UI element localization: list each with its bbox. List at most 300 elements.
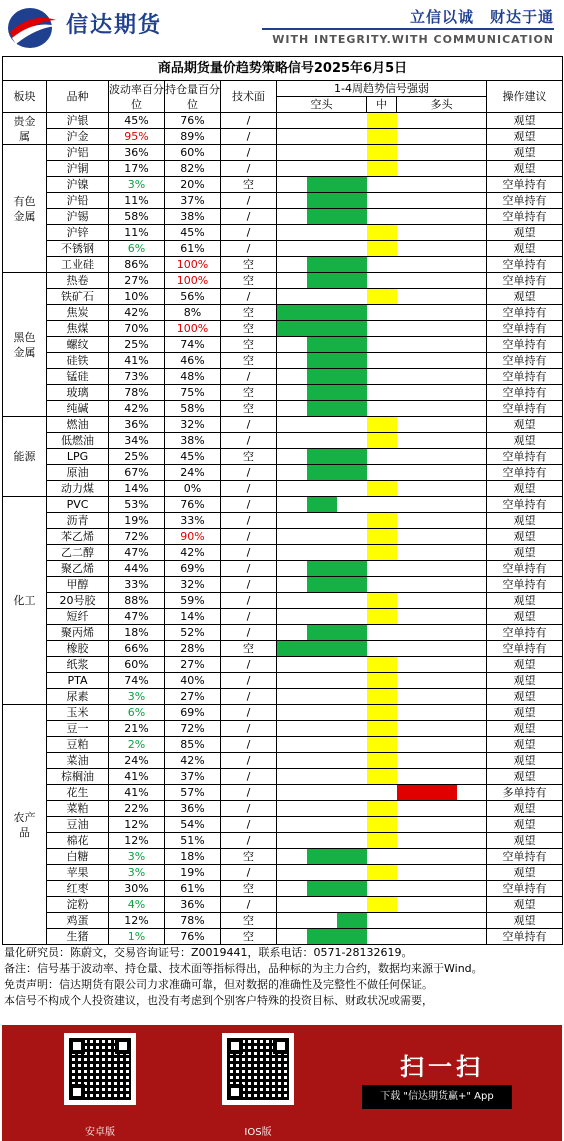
table-row <box>3 289 563 305</box>
signal-cell <box>277 113 307 129</box>
volatility-cell: 60% <box>109 657 165 673</box>
signal-cell <box>427 225 457 241</box>
signal-cell <box>457 785 487 801</box>
signal-cell <box>427 561 457 577</box>
signal-cell <box>337 145 367 161</box>
table-row <box>3 369 563 385</box>
signal-cell <box>337 897 367 913</box>
signal-cell <box>277 753 307 769</box>
signal-cell <box>277 625 307 641</box>
signal-cell <box>367 305 397 321</box>
signal-cell <box>277 369 307 385</box>
android-qr-code[interactable] <box>64 1033 136 1105</box>
signal-cell <box>397 209 427 225</box>
open-interest-cell: 0% <box>165 481 221 497</box>
volatility-cell: 41% <box>109 353 165 369</box>
signal-cell <box>427 705 457 721</box>
advice-cell: 观望 <box>487 129 563 145</box>
technical-cell: 空 <box>221 321 277 337</box>
advice-cell: 观望 <box>487 753 563 769</box>
technical-cell: / <box>221 417 277 433</box>
signal-cell <box>427 881 457 897</box>
technical-cell: / <box>221 753 277 769</box>
open-interest-cell: 85% <box>165 737 221 753</box>
table-row <box>3 737 563 753</box>
technical-cell: / <box>221 113 277 129</box>
table-row <box>3 913 563 929</box>
signal-cell <box>397 481 427 497</box>
signal-cell <box>427 449 457 465</box>
signal-cell <box>337 289 367 305</box>
volatility-cell: 74% <box>109 673 165 689</box>
signal-cell <box>277 321 307 337</box>
signal-cell <box>367 721 397 737</box>
advice-cell: 观望 <box>487 513 563 529</box>
signal-cell <box>367 705 397 721</box>
signal-cell <box>277 641 307 657</box>
technical-cell: / <box>221 801 277 817</box>
signal-cell <box>457 593 487 609</box>
signal-cell <box>457 481 487 497</box>
signal-cell <box>277 497 307 513</box>
table-row <box>3 433 563 449</box>
volatility-cell: 3% <box>109 177 165 193</box>
volatility-cell: 70% <box>109 321 165 337</box>
signal-cell <box>337 609 367 625</box>
signal-cell <box>427 529 457 545</box>
signal-cell <box>367 369 397 385</box>
signal-cell <box>277 257 307 273</box>
volatility-cell: 12% <box>109 817 165 833</box>
signal-cell <box>337 433 367 449</box>
advice-cell: 观望 <box>487 609 563 625</box>
table-row <box>3 673 563 689</box>
advice-cell: 空单持有 <box>487 577 563 593</box>
signal-cell <box>337 785 367 801</box>
open-interest-cell: 42% <box>165 545 221 561</box>
open-interest-cell: 40% <box>165 673 221 689</box>
signal-cell <box>367 113 397 129</box>
volatility-cell: 3% <box>109 689 165 705</box>
signal-cell <box>277 785 307 801</box>
volatility-cell: 24% <box>109 753 165 769</box>
signal-cell <box>427 369 457 385</box>
signal-cell <box>367 433 397 449</box>
signal-cell <box>337 497 367 513</box>
signal-cell <box>337 337 367 353</box>
technical-cell: / <box>221 513 277 529</box>
signal-cell <box>337 753 367 769</box>
signal-cell <box>427 833 457 849</box>
technical-cell: / <box>221 481 277 497</box>
advice-cell: 观望 <box>487 161 563 177</box>
open-interest-cell: 18% <box>165 849 221 865</box>
variety-cell: 花生 <box>47 785 109 801</box>
technical-cell: 空 <box>221 929 277 945</box>
advice-cell: 空单持有 <box>487 497 563 513</box>
open-interest-cell: 74% <box>165 337 221 353</box>
signal-cell <box>277 865 307 881</box>
volatility-cell: 12% <box>109 913 165 929</box>
signal-cell <box>337 369 367 385</box>
signal-cell <box>307 193 337 209</box>
variety-cell: 红枣 <box>47 881 109 897</box>
open-interest-cell: 32% <box>165 417 221 433</box>
signal-cell <box>427 465 457 481</box>
variety-cell: 沪金 <box>47 129 109 145</box>
signal-cell <box>427 865 457 881</box>
signal-cell <box>277 241 307 257</box>
signal-cell <box>397 145 427 161</box>
signal-cell <box>457 705 487 721</box>
signal-cell <box>367 417 397 433</box>
signal-cell <box>337 129 367 145</box>
signal-cell <box>277 449 307 465</box>
signal-cell <box>397 417 427 433</box>
download-app-button[interactable]: 下载 "信达期货赢+" App <box>362 1085 512 1109</box>
table-row <box>3 337 563 353</box>
signal-cell <box>277 289 307 305</box>
signal-cell <box>427 929 457 945</box>
signal-cell <box>277 737 307 753</box>
signal-cell <box>307 433 337 449</box>
signal-cell <box>367 561 397 577</box>
signal-cell <box>277 817 307 833</box>
advice-cell: 观望 <box>487 529 563 545</box>
technical-cell: / <box>221 865 277 881</box>
technical-cell: / <box>221 433 277 449</box>
signal-cell <box>367 769 397 785</box>
signal-cell <box>337 481 367 497</box>
signal-cell <box>457 865 487 881</box>
technical-cell: / <box>221 593 277 609</box>
signal-cell <box>337 737 367 753</box>
signal-cell <box>397 289 427 305</box>
signal-cell <box>457 129 487 145</box>
signal-cell <box>367 225 397 241</box>
signal-cell <box>307 833 337 849</box>
signal-cell <box>277 273 307 289</box>
table-row <box>3 417 563 433</box>
header-signal: 1-4周趋势信号强弱 <box>277 81 487 97</box>
signal-cell <box>337 385 367 401</box>
variety-cell: 焦煤 <box>47 321 109 337</box>
variety-cell: 短纤 <box>47 609 109 625</box>
advice-cell: 多单持有 <box>487 785 563 801</box>
signal-cell <box>457 577 487 593</box>
signal-cell <box>337 401 367 417</box>
signal-cell <box>457 417 487 433</box>
signal-cell <box>367 241 397 257</box>
volatility-cell: 6% <box>109 705 165 721</box>
signal-cell <box>307 305 337 321</box>
signal-cell <box>337 161 367 177</box>
technical-cell: / <box>221 193 277 209</box>
signal-cell <box>397 753 427 769</box>
signal-cell <box>397 321 427 337</box>
signal-cell <box>427 177 457 193</box>
signal-cell <box>367 801 397 817</box>
advice-cell: 空单持有 <box>487 849 563 865</box>
signal-cell <box>457 801 487 817</box>
volatility-cell: 14% <box>109 481 165 497</box>
signal-cell <box>457 721 487 737</box>
signal-cell <box>367 785 397 801</box>
signal-cell <box>307 897 337 913</box>
variety-cell: 螺纹 <box>47 337 109 353</box>
signal-cell <box>307 849 337 865</box>
signal-cell <box>457 241 487 257</box>
signal-cell <box>307 177 337 193</box>
signal-cell <box>457 737 487 753</box>
signal-cell <box>277 177 307 193</box>
signal-cell <box>337 593 367 609</box>
volatility-cell: 88% <box>109 593 165 609</box>
signal-cell <box>337 657 367 673</box>
signal-cell <box>397 225 427 241</box>
volatility-cell: 17% <box>109 161 165 177</box>
signal-cell <box>367 753 397 769</box>
advice-cell: 观望 <box>487 433 563 449</box>
variety-cell: 玻璃 <box>47 385 109 401</box>
technical-cell: / <box>221 289 277 305</box>
signal-cell <box>337 513 367 529</box>
company-logo-icon <box>6 6 58 50</box>
signal-cell <box>337 673 367 689</box>
variety-cell: 甲醇 <box>47 577 109 593</box>
signal-cell <box>457 673 487 689</box>
signal-cell <box>337 625 367 641</box>
variety-cell: 菜油 <box>47 753 109 769</box>
signal-cell <box>337 801 367 817</box>
variety-cell: 鸡蛋 <box>47 913 109 929</box>
signal-cell <box>427 753 457 769</box>
open-interest-cell: 46% <box>165 353 221 369</box>
table-row <box>3 721 563 737</box>
signal-cell <box>337 561 367 577</box>
table-row <box>3 385 563 401</box>
table-row <box>3 129 563 145</box>
signal-cell <box>397 177 427 193</box>
variety-cell: 棉花 <box>47 833 109 849</box>
table-row <box>3 273 563 289</box>
signal-cell <box>277 385 307 401</box>
volatility-cell: 19% <box>109 513 165 529</box>
technical-cell: / <box>221 721 277 737</box>
signal-cell <box>457 897 487 913</box>
variety-cell: 原油 <box>47 465 109 481</box>
signal-cell <box>427 497 457 513</box>
signal-cell <box>307 465 337 481</box>
advice-cell: 空单持有 <box>487 305 563 321</box>
variety-cell: PVC <box>47 497 109 513</box>
signal-cell <box>397 721 427 737</box>
signal-cell <box>397 497 427 513</box>
signal-cell <box>307 449 337 465</box>
advice-cell: 观望 <box>487 113 563 129</box>
open-interest-cell: 36% <box>165 897 221 913</box>
signal-cell <box>367 129 397 145</box>
advice-cell: 空单持有 <box>487 449 563 465</box>
signal-cell <box>457 753 487 769</box>
signal-cell <box>427 337 457 353</box>
signal-cell <box>367 817 397 833</box>
signal-cell <box>367 193 397 209</box>
open-interest-cell: 8% <box>165 305 221 321</box>
variety-cell: 纸浆 <box>47 657 109 673</box>
signal-cell <box>367 385 397 401</box>
signal-cell <box>397 913 427 929</box>
signal-cell <box>307 625 337 641</box>
signal-cell <box>277 849 307 865</box>
signal-cell <box>427 161 457 177</box>
signal-cell <box>337 849 367 865</box>
researcher-info: 量化研究员：陈蔚文，交易咨询证号：Z0019441，联系电话：0571-28132619。 <box>4 946 413 959</box>
signal-cell <box>397 305 427 321</box>
signal-cell <box>337 721 367 737</box>
signal-cell <box>277 145 307 161</box>
variety-cell: 铁矿石 <box>47 289 109 305</box>
table-row <box>3 753 563 769</box>
open-interest-cell: 72% <box>165 721 221 737</box>
signal-cell <box>277 337 307 353</box>
signal-cell <box>397 273 427 289</box>
signal-cell <box>307 273 337 289</box>
signal-cell <box>397 161 427 177</box>
qr-pattern-icon <box>227 1038 289 1100</box>
signal-cell <box>397 433 427 449</box>
signal-cell <box>307 577 337 593</box>
signal-cell <box>397 609 427 625</box>
open-interest-cell: 28% <box>165 641 221 657</box>
table-row <box>3 881 563 897</box>
signal-cell <box>397 529 427 545</box>
open-interest-cell: 45% <box>165 225 221 241</box>
table-row <box>3 305 563 321</box>
signal-cell <box>367 161 397 177</box>
advice-cell: 空单持有 <box>487 401 563 417</box>
volatility-cell: 27% <box>109 273 165 289</box>
signal-cell <box>457 817 487 833</box>
signal-cell <box>427 417 457 433</box>
technical-cell: / <box>221 817 277 833</box>
volatility-cell: 34% <box>109 433 165 449</box>
signal-cell <box>457 769 487 785</box>
signal-cell <box>457 273 487 289</box>
signal-cell <box>397 193 427 209</box>
signal-cell <box>457 913 487 929</box>
open-interest-cell: 54% <box>165 817 221 833</box>
advice-cell: 观望 <box>487 225 563 241</box>
signal-cell <box>337 353 367 369</box>
open-interest-cell: 36% <box>165 801 221 817</box>
technical-cell: / <box>221 833 277 849</box>
advice-cell: 空单持有 <box>487 385 563 401</box>
signal-cell <box>367 257 397 273</box>
technical-cell: / <box>221 657 277 673</box>
signal-cell <box>307 737 337 753</box>
signal-cell <box>277 801 307 817</box>
table-title: 商品期货量价趋势策略信号2025年6月5日 <box>3 57 563 81</box>
variety-cell: 20号胶 <box>47 593 109 609</box>
technical-cell: / <box>221 625 277 641</box>
signal-cell <box>427 385 457 401</box>
signal-cell <box>307 689 337 705</box>
signal-cell <box>367 609 397 625</box>
signal-cell <box>397 369 427 385</box>
signal-cell <box>277 225 307 241</box>
signal-cell <box>277 193 307 209</box>
signal-cell <box>277 433 307 449</box>
technical-cell: / <box>221 145 277 161</box>
signal-cell <box>427 145 457 161</box>
signal-cell <box>397 113 427 129</box>
signal-cell <box>337 881 367 897</box>
signal-cell <box>307 481 337 497</box>
signal-cell <box>307 513 337 529</box>
signal-cell <box>457 529 487 545</box>
signal-cell <box>457 353 487 369</box>
advice-cell: 观望 <box>487 833 563 849</box>
signal-cell <box>427 193 457 209</box>
table-row <box>3 705 563 721</box>
table-row <box>3 209 563 225</box>
table-row <box>3 177 563 193</box>
variety-cell: 玉米 <box>47 705 109 721</box>
signal-cell <box>307 545 337 561</box>
open-interest-cell: 60% <box>165 145 221 161</box>
advice-cell: 空单持有 <box>487 561 563 577</box>
volatility-cell: 3% <box>109 849 165 865</box>
volatility-cell: 67% <box>109 465 165 481</box>
variety-cell: 苯乙烯 <box>47 529 109 545</box>
signal-cell <box>397 737 427 753</box>
table-row <box>3 257 563 273</box>
signal-cell <box>277 545 307 561</box>
signal-cell <box>427 737 457 753</box>
open-interest-cell: 69% <box>165 705 221 721</box>
technical-cell: / <box>221 161 277 177</box>
ios-qr-code[interactable] <box>222 1033 294 1105</box>
signal-cell <box>337 545 367 561</box>
signal-cell <box>367 833 397 849</box>
signal-cell <box>307 289 337 305</box>
variety-cell: 热卷 <box>47 273 109 289</box>
technical-cell: 空 <box>221 353 277 369</box>
signal-cell <box>367 625 397 641</box>
open-interest-cell: 100% <box>165 257 221 273</box>
technical-cell: / <box>221 497 277 513</box>
open-interest-cell: 58% <box>165 401 221 417</box>
signal-cell <box>397 817 427 833</box>
open-interest-cell: 69% <box>165 561 221 577</box>
variety-cell: 硅铁 <box>47 353 109 369</box>
sector-cell: 能源 <box>3 417 47 497</box>
volatility-cell: 18% <box>109 625 165 641</box>
advice-cell: 观望 <box>487 689 563 705</box>
sector-cell: 贵金属 <box>3 113 47 145</box>
open-interest-cell: 75% <box>165 385 221 401</box>
advice-cell: 观望 <box>487 769 563 785</box>
signal-cell <box>367 657 397 673</box>
signal-cell <box>397 705 427 721</box>
signal-cell <box>337 257 367 273</box>
signal-cell <box>337 529 367 545</box>
open-interest-cell: 52% <box>165 625 221 641</box>
signal-cell <box>427 401 457 417</box>
signal-cell <box>307 881 337 897</box>
open-interest-cell: 14% <box>165 609 221 625</box>
